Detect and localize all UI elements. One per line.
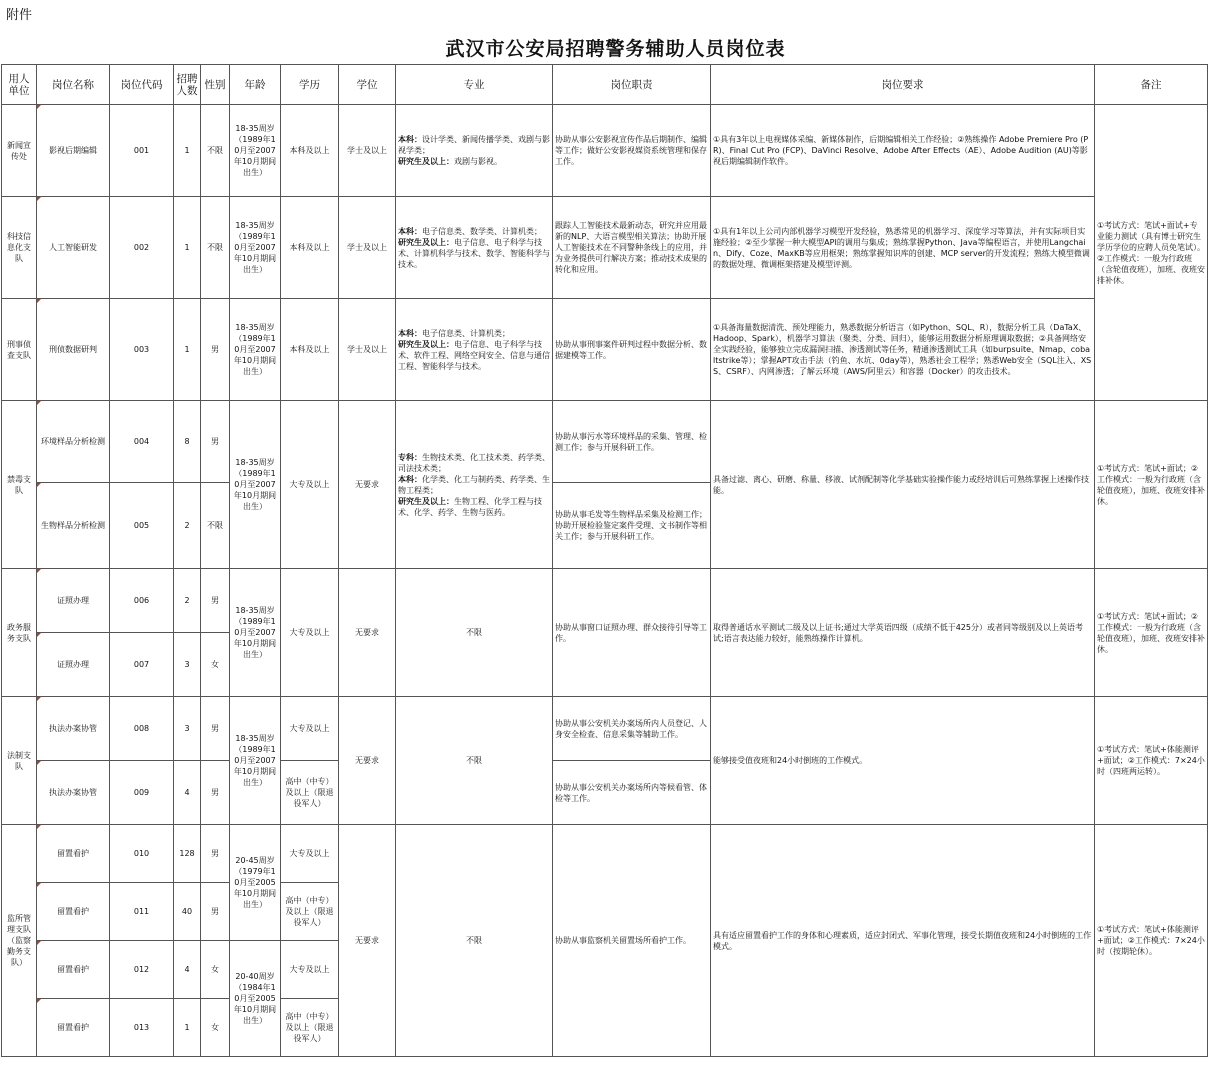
- col-gender: 性别: [201, 65, 230, 105]
- position-code: 005: [110, 483, 174, 569]
- education: 本科及以上: [281, 105, 339, 197]
- major-key: 研究生及以上：: [398, 237, 454, 247]
- major-value: 化学类、化工与制药类、药学类、生物工程类；: [398, 474, 550, 495]
- duty: 协助从事公安影视宣传作品后期制作、编辑等工作；做好公安影视媒资系统管理和保存工作。: [553, 105, 711, 197]
- education: 大专及以上: [281, 697, 339, 761]
- age-range: 18-35周岁（1989年10月至2007年10月期间出生）: [230, 401, 281, 569]
- position-name: 留置看护: [37, 825, 110, 883]
- hire-count: 1: [174, 197, 201, 299]
- hire-count: 1: [174, 105, 201, 197]
- hire-count: 1: [174, 999, 201, 1057]
- duty: 协助从事公安机关办案场所内人员登记、人身安全检查、信息采集等辅助工作。: [553, 697, 711, 761]
- gender: 不限: [201, 105, 230, 197]
- col-req: 岗位要求: [711, 65, 1095, 105]
- position-name: 生物样品分析检测: [37, 483, 110, 569]
- major: [396, 299, 553, 401]
- requirement: ①具有3年以上电视媒体采编、新媒体制作，后期编辑相关工作经验；②熟练操作 Adobe Premiere Pro (PR)、Final Cut Pro (FCP)、DaVinci Resolve、Adobe After Effects（AE）、Adobe Audition (AU)等影视后期编辑制作软件。: [711, 105, 1095, 197]
- major-value: 生物工程、化学工程与技术、化学、药学、生物与医药。: [398, 496, 542, 517]
- col-count: 招聘人数: [174, 65, 201, 105]
- position-code: 011: [110, 883, 174, 941]
- hire-count: 4: [174, 941, 201, 999]
- requirement: ①具备海量数据清洗、预处理能力，熟悉数据分析语言（如Python、SQL、R），数据分析工具（DaTaX、Hadoop、Spark），机器学习算法（聚类、分类、回归），能够运用数据分析原理调取数据；②具备网络安全实践经验，能够独立完成漏洞扫描、渗透测试等任务，精通渗透测试工具（如burpsuite、Nmap、cobaltstrike等）；掌握APT攻击手法（钓鱼、水坑、0day等），熟悉社会工程学；熟悉Web安全（SQL注入、XSS、CSRF）、内网渗透；了解云环境（AWS/阿里云）和容器（Docker）的攻击技术。: [711, 299, 1095, 401]
- unit-cell: 科技信息化支队: [2, 197, 37, 299]
- major: 不限: [396, 825, 553, 1057]
- education: 高中（中专）及以上（限退役军人）: [281, 999, 339, 1057]
- gender: 男: [201, 299, 230, 401]
- major-value: 电子信息类、数学类、计算机类；: [422, 226, 542, 236]
- position-code: 010: [110, 825, 174, 883]
- col-degree: 学位: [339, 65, 396, 105]
- page-title: 武汉市公安局招聘警务辅助人员岗位表: [445, 38, 786, 60]
- position-name: 留置看护: [37, 941, 110, 999]
- unit-cell: 政务服务支队: [2, 569, 37, 697]
- unit-cell: 禁毒支队: [2, 401, 37, 569]
- note: ①考试方式：笔试+体能测评+面试；②工作模式：7×24小时（四班两运转）。: [1095, 697, 1208, 825]
- major-key: 研究生及以上：: [398, 339, 454, 349]
- position-code: 012: [110, 941, 174, 999]
- table-row: [2, 105, 1208, 197]
- hire-count: 2: [174, 483, 201, 569]
- major-value: 电子信息类、计算机类；: [422, 328, 510, 338]
- education: 大专及以上: [281, 569, 339, 697]
- gender: 不限: [201, 483, 230, 569]
- age-range: 18-35周岁（1989年10月至2007年10月期间出生）: [230, 299, 281, 401]
- table-row: [2, 825, 1208, 883]
- position-code: 002: [110, 197, 174, 299]
- col-duty: 岗位职责: [553, 65, 711, 105]
- age-range: 20-40周岁（1984年10月至2005年10月期间出生）: [230, 941, 281, 1057]
- major-key: 本科：: [398, 328, 422, 338]
- age-range: 18-35周岁（1989年10月至2007年10月期间出生）: [230, 569, 281, 697]
- table-row: [2, 401, 1208, 483]
- degree: 学士及以上: [339, 299, 396, 401]
- education: 大专及以上: [281, 401, 339, 569]
- table-header-row: [2, 65, 1208, 105]
- major: 不限: [396, 569, 553, 697]
- table-row: [2, 197, 1208, 299]
- col-note: 备注: [1095, 65, 1208, 105]
- hire-count: 1: [174, 299, 201, 401]
- education: 本科及以上: [281, 197, 339, 299]
- gender: 不限: [201, 197, 230, 299]
- requirement: 具有适应留置看护工作的身体和心理素质，适应封闭式、军事化管理，接受长期值夜班和24小时倒班的工作模式。: [711, 825, 1095, 1057]
- col-age: 年龄: [230, 65, 281, 105]
- gender: 男: [201, 697, 230, 761]
- position-name: 证照办理: [37, 633, 110, 697]
- position-code: 009: [110, 761, 174, 825]
- col-edu: 学历: [281, 65, 339, 105]
- age-range: 20-45周岁（1979年10月至2005年10月期间出生）: [230, 825, 281, 941]
- degree: 无要求: [339, 401, 396, 569]
- gender: 男: [201, 569, 230, 633]
- requirement: 能够接受值夜班和24小时倒班的工作模式。: [711, 697, 1095, 825]
- position-name: 刑侦数据研判: [37, 299, 110, 401]
- gender: 女: [201, 999, 230, 1057]
- table-row: [2, 697, 1208, 761]
- col-unit: 用人单位: [2, 65, 37, 105]
- position-name: 影视后期编辑: [37, 105, 110, 197]
- requirement: ①具有1年以上公司内部机器学习模型开发经验，熟悉常见的机器学习、深度学习等算法，并有实际项目实施经验；②至少掌握一种大模型API的调用与集成；熟练掌握Python、Java等编程语言，并使用Langchain、Dify、Coze、MaxKB等应用框架；熟练掌握知识库的创建、MCP server的开发流程；熟练大模型微调的数据处理、微调框架搭建及模型评测。: [711, 197, 1095, 299]
- hire-count: 8: [174, 401, 201, 483]
- major-value: 电子信息、电子科学与技术、计算机科学与技术、数学、智能科学与技术。: [398, 237, 550, 269]
- duty: 协助从事刑事案件研判过程中数据分析、数据建模等工作。: [553, 299, 711, 401]
- unit-cell: 新闻宣传处: [2, 105, 37, 197]
- gender: 女: [201, 941, 230, 999]
- hire-count: 4: [174, 761, 201, 825]
- duty: 跟踪人工智能技术最新动态，研究并应用最新的NLP、大语言模型相关算法；协助开展人工智能技术在不同警种条线上的应用，并为业务提供可行解决方案；推动技术成果的转化和应用。: [553, 197, 711, 299]
- age-range: 18-35周岁（1989年10月至2007年10月期间出生）: [230, 105, 281, 197]
- position-code: 003: [110, 299, 174, 401]
- position-code: 013: [110, 999, 174, 1057]
- position-name: 证照办理: [37, 569, 110, 633]
- attachment-label: 附件: [6, 8, 33, 23]
- col-name: 岗位名称: [37, 65, 110, 105]
- note: ①考试方式：笔试+面试；②工作模式：一般为行政班（含轮值夜班），加班、夜班安排补休。: [1095, 569, 1208, 697]
- duty: 协助从事污水等环境样品的采集、管理、检测工作；参与开展科研工作。: [553, 401, 711, 483]
- gender: 男: [201, 883, 230, 941]
- requirement: 具备过滤、离心、研磨、称量、移液、试剂配制等化学基础实验操作能力或经培训后可熟练掌握上述操作技能。: [711, 401, 1095, 569]
- unit-cell: 法制支队: [2, 697, 37, 825]
- major-key: 专科：: [398, 452, 422, 462]
- major-value: 电子信息、电子科学与技术、软件工程、网络空间安全、信息与通信工程、智能科学与技术。: [398, 339, 550, 371]
- degree: 学士及以上: [339, 105, 396, 197]
- hire-count: 2: [174, 569, 201, 633]
- major-key: 本科：: [398, 474, 422, 484]
- position-name: 人工智能研发: [37, 197, 110, 299]
- degree: 无要求: [339, 825, 396, 1057]
- position-name: 留置看护: [37, 883, 110, 941]
- education: 本科及以上: [281, 299, 339, 401]
- hire-count: 3: [174, 697, 201, 761]
- position-name: 留置看护: [37, 999, 110, 1057]
- age-range: 18-35周岁（1989年10月至2007年10月期间出生）: [230, 197, 281, 299]
- table-row: [2, 569, 1208, 633]
- major-key: 研究生及以上：: [398, 496, 454, 506]
- position-code: 008: [110, 697, 174, 761]
- degree: 学士及以上: [339, 197, 396, 299]
- major-value: 戏剧与影视。: [454, 157, 502, 166]
- major: 不限: [396, 697, 553, 825]
- major-key: 研究生及以上：: [398, 157, 454, 166]
- position-table: [1, 64, 1208, 1057]
- degree: 无要求: [339, 697, 396, 825]
- major-key: 本科：: [398, 135, 422, 144]
- unit-cell: 监所管理支队（监察勤务支队）: [2, 825, 37, 1057]
- gender: 女: [201, 633, 230, 697]
- hire-count: 3: [174, 633, 201, 697]
- col-code: 岗位代码: [110, 65, 174, 105]
- major-value: 设计学类、新闻传播学类、戏剧与影视学类；: [398, 135, 550, 155]
- position-code: 006: [110, 569, 174, 633]
- education: 大专及以上: [281, 941, 339, 999]
- duty: 协助从事公安机关办案场所内等候看管、体检等工作。: [553, 761, 711, 825]
- position-code: 004: [110, 401, 174, 483]
- major: [396, 105, 553, 197]
- major: [396, 197, 553, 299]
- duty: 协助从事监察机关留置场所看护工作。: [553, 825, 711, 1057]
- degree: 无要求: [339, 569, 396, 697]
- major: [396, 401, 553, 569]
- hire-count: 128: [174, 825, 201, 883]
- position-code: 001: [110, 105, 174, 197]
- table-row: [2, 299, 1208, 401]
- major-value: 生物技术类、化工技术类、药学类、司法技术类；: [398, 452, 550, 473]
- gender: 男: [201, 825, 230, 883]
- note: ①考试方式：笔试+体能测评+面试；②工作模式：7×24小时（按期轮休）。: [1095, 825, 1208, 1057]
- position-code: 007: [110, 633, 174, 697]
- hire-count: 40: [174, 883, 201, 941]
- duty: 协助从事毛发等生物样品采集及检测工作；协助开展检验鉴定案件受理、文书制作等相关工作；参与开展科研工作。: [553, 483, 711, 569]
- position-name: 执法办案协管: [37, 697, 110, 761]
- col-major: 专业: [396, 65, 553, 105]
- position-name: 执法办案协管: [37, 761, 110, 825]
- note: ①考试方式：笔试+面试；②工作模式：一般为行政班（含轮值夜班），加班、夜班安排补休。: [1095, 401, 1208, 569]
- duty: 协助从事窗口证照办理、群众接待引导等工作。: [553, 569, 711, 697]
- gender: 男: [201, 761, 230, 825]
- unit-cell: 刑事侦查支队: [2, 299, 37, 401]
- gender: 男: [201, 401, 230, 483]
- education: 大专及以上: [281, 825, 339, 883]
- age-range: 18-35周岁（1989年10月至2007年10月期间出生）: [230, 697, 281, 825]
- education: 高中（中专）及以上（限退役军人）: [281, 761, 339, 825]
- education: 高中（中专）及以上（限退役军人）: [281, 883, 339, 941]
- position-name: 环境样品分析检测: [37, 401, 110, 483]
- major-key: 本科：: [398, 226, 422, 236]
- note: ①考试方式：笔试+面试+专业能力测试（具有博士研究生学历学位的应聘人员免笔试）。②工作模式：一般为行政班（含轮值夜班），加班、夜班安排补休。: [1095, 105, 1208, 401]
- requirement: 取得普通话水平测试二级及以上证书;通过大学英语四级（成绩不低于425分）或者同等级别及以上英语考试;语言表达能力较好，能熟练操作计算机。: [711, 569, 1095, 697]
